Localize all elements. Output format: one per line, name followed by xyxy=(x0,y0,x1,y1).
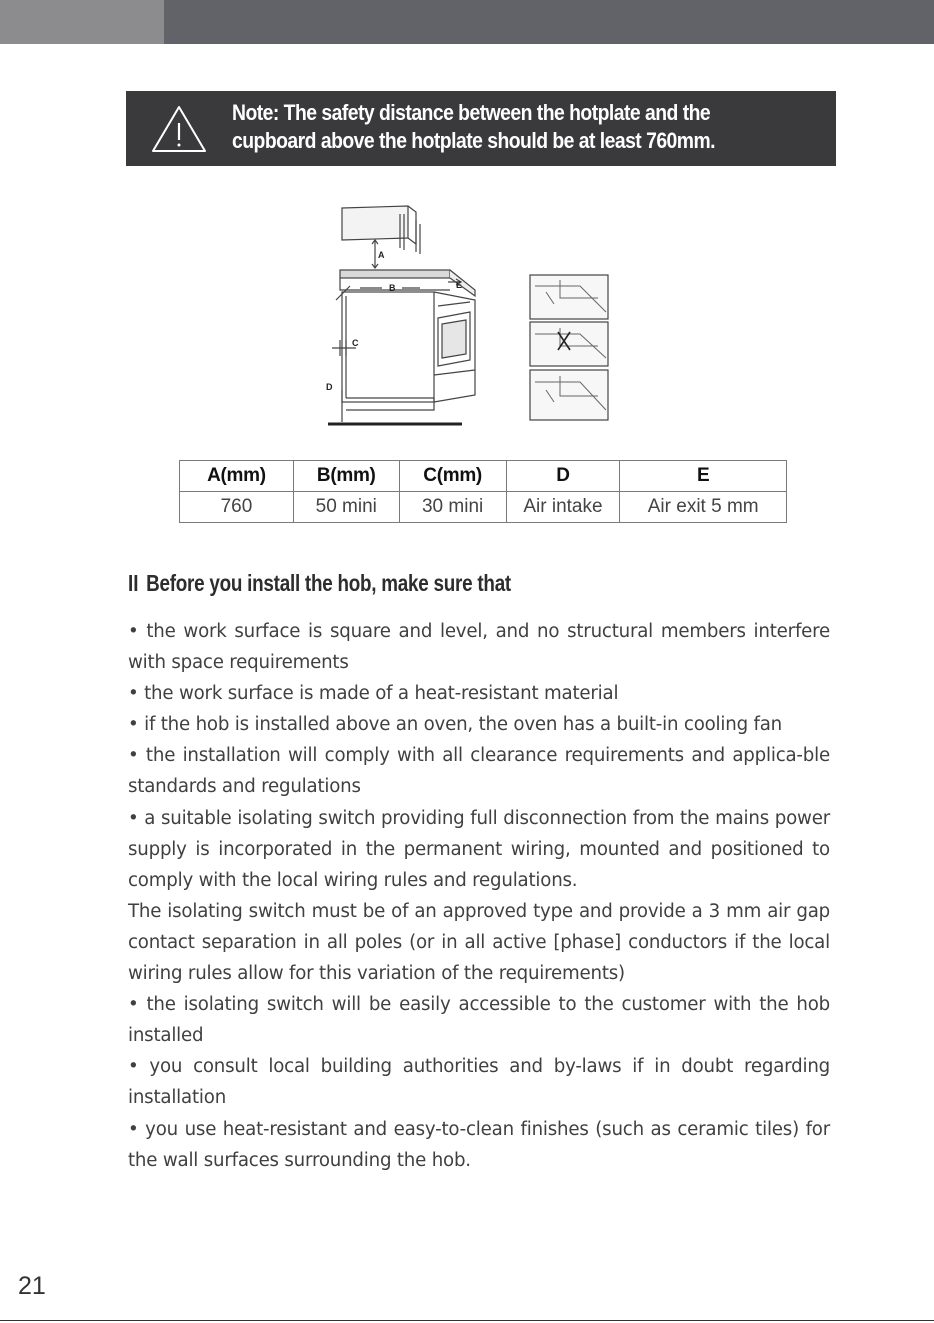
requirement-item: • you consult local building authorities and by-laws if in doubt regarding installation xyxy=(128,1056,830,1109)
diagram-label-b: B xyxy=(389,283,396,293)
bottom-divider xyxy=(0,1320,934,1321)
requirements-list xyxy=(128,616,830,1176)
table-cell-e: Air exit 5 mm xyxy=(620,492,787,523)
requirement-item: • the work surface is made of a heat-resistant material xyxy=(128,683,619,705)
requirement-item: • the work surface is square and level, and no structural members interfere with space requirements xyxy=(128,621,830,674)
table-header-b: B(mm) xyxy=(293,461,399,492)
table-header-row xyxy=(180,461,787,492)
section-heading-mark: II xyxy=(128,570,139,596)
installation-clearance-diagram xyxy=(320,200,620,435)
header-bar-left xyxy=(0,0,164,44)
note-line-2: cupboard above the hotplate should be at least 760mm. xyxy=(232,128,716,153)
requirement-item: • the isolating switch will be easily accessible to the customer with the hob installed xyxy=(128,994,830,1047)
header-bar xyxy=(164,0,934,44)
section-heading xyxy=(128,570,511,597)
diagram-label-e: E xyxy=(456,280,463,290)
table-header-d: D xyxy=(506,461,620,492)
safety-note-text xyxy=(232,99,751,155)
diagram-label-d: D xyxy=(326,382,333,392)
clearance-spec-table xyxy=(179,460,787,523)
requirement-item: The isolating switch must be of an approved type and provide a 3 mm air gap contact separation in all poles (or in all active [phase] conductors if the local wiring rules allow for this variation of the requirements) xyxy=(128,900,830,985)
table-header-a: A(mm) xyxy=(180,461,294,492)
table-header-e: E xyxy=(620,461,787,492)
diagram-label-a: A xyxy=(378,250,385,260)
requirement-item: • a suitable isolating switch providing full disconnection from the mains power supply is incorporated in the permanent wiring, mounted and positioned to comply with the local wiring rules and regulations. xyxy=(128,807,830,891)
warning-triangle-icon xyxy=(150,103,208,155)
table-cell-d: Air intake xyxy=(506,492,620,523)
requirement-item: • if the hob is installed above an oven, the oven has a built-in cooling fan xyxy=(128,714,782,736)
table-row xyxy=(180,492,787,523)
page-number: 21 xyxy=(18,1272,46,1300)
section-heading-text: Before you install the hob, make sure that xyxy=(146,570,511,596)
table-cell-a: 760 xyxy=(180,492,294,523)
note-line-1: Note: The safety distance between the hotplate and the xyxy=(232,100,711,125)
safety-note-box xyxy=(126,91,836,166)
table-cell-b: 50 mini xyxy=(293,492,399,523)
table-header-c: C(mm) xyxy=(399,461,506,492)
requirement-item: • the installation will comply with all clearance requirements and applica-ble standards and regulations xyxy=(128,745,830,798)
table-cell-c: 30 mini xyxy=(399,492,506,523)
requirement-item: • you use heat-resistant and easy-to-clean finishes (such as ceramic tiles) for the wall surfaces surrounding the hob. xyxy=(128,1118,830,1171)
diagram-label-c: C xyxy=(352,338,359,348)
